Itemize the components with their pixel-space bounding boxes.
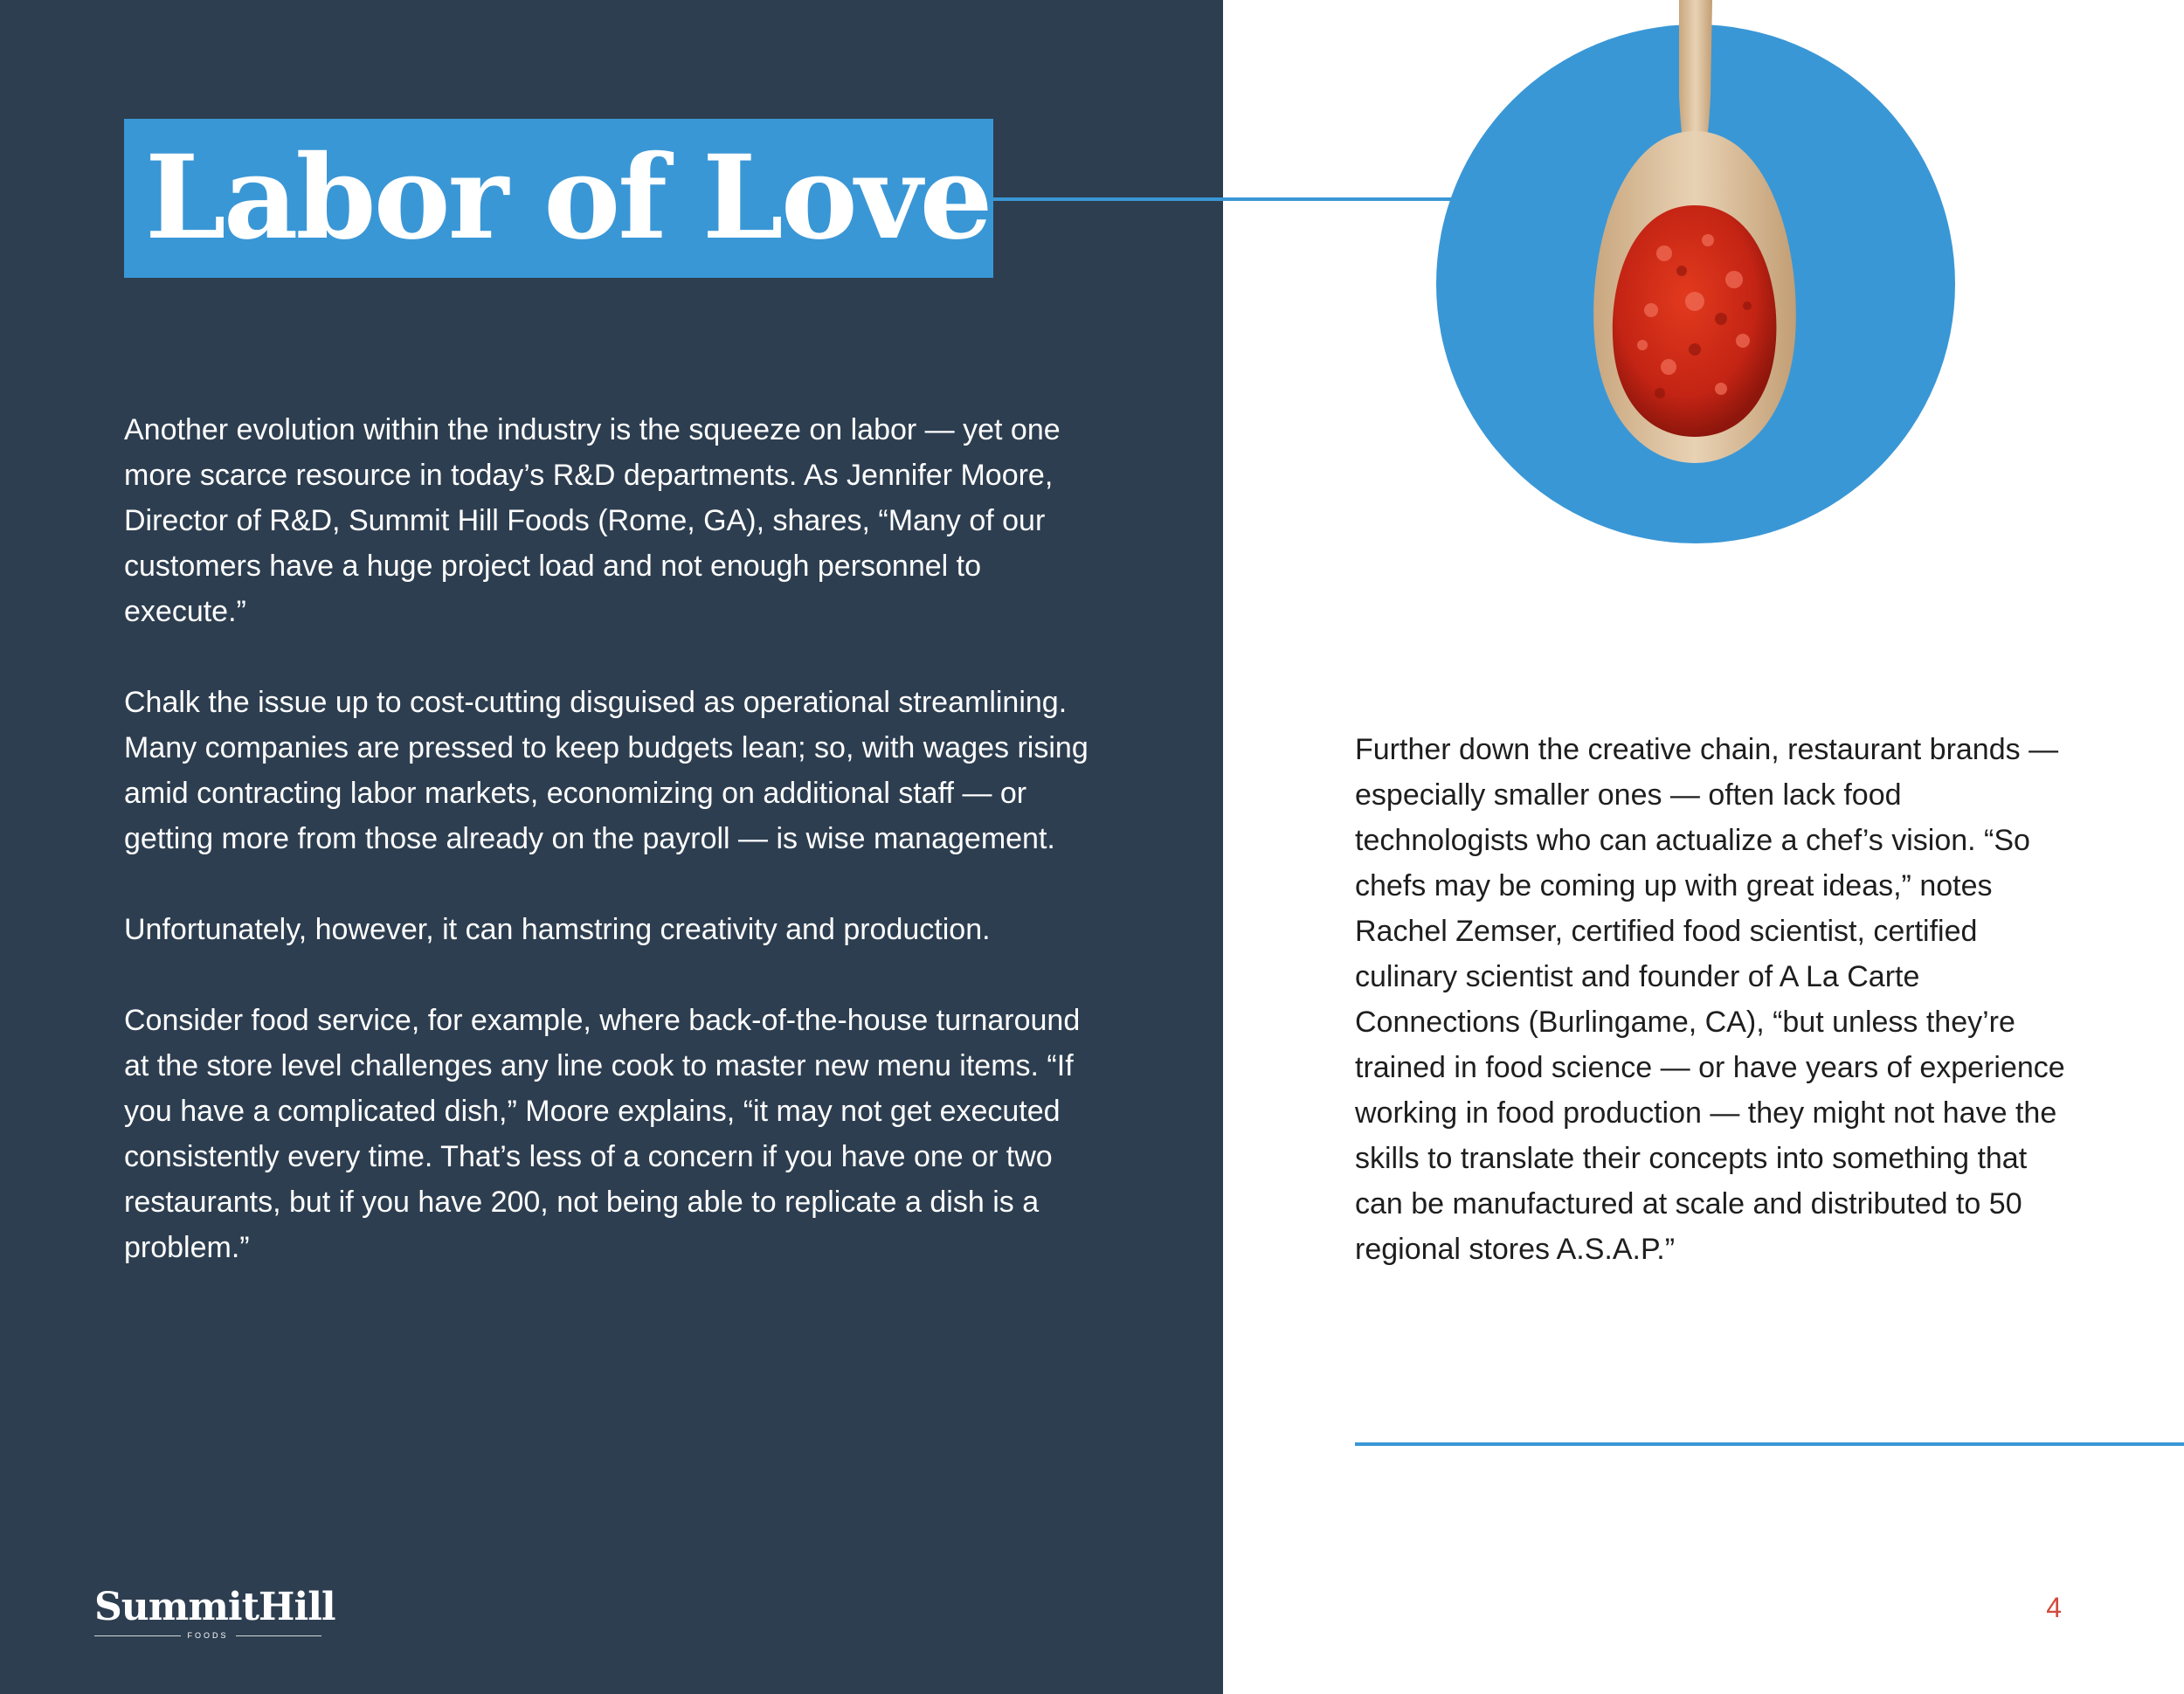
left-paragraph-1: Another evolution within the industry is the squeeze on labor — yet one more scarce resource in today’s R&D departments. As Jennifer Moore, Director of R&D, Summit Hill Foods (Rome, GA), shares, “Many of our customers have a huge project load and not enough personnel to execute.”	[124, 413, 1061, 628]
spoon-handle	[1679, 0, 1712, 153]
logo-subtext: FOODS	[187, 1631, 229, 1640]
logo-wordmark: SummitHill	[94, 1585, 335, 1629]
spoon-sauce-illustration	[1433, 0, 1974, 559]
left-paragraph-4: Consider food service, for example, where back-of-the-house turnaround at the store level challenges any line cook to master new menu items. “If you have a complicated dish,” Moore explains, “it may not get executed consistently every time. That’s less of a concern if you have one or two restaurants, but if you have 200, not being able to replicate a dish is a problem.”	[124, 1004, 1081, 1264]
logo-rule-right	[236, 1635, 322, 1636]
right-paragraph: Further down the creative chain, restaurant brands — especially smaller ones — often lack food technologists who can actualize a chef’s vision. “So chefs may be coming up with great ideas,” notes Rachel Zemser, certified food scientist, certified culinary scientist and founder of A La Carte Connections (Burlingame, CA), “but unless they’re trained in food science — or have years of experience working in food production — they might not have the skills to translate their concepts into something that can be manufactured at scale and distributed to 50 regional stores A.S.A.P.”	[1355, 733, 2065, 1266]
title-banner	[124, 119, 993, 278]
title-connector-line	[993, 197, 1468, 201]
logo-rule-left	[94, 1635, 181, 1636]
page-title: Labor of Love	[145, 130, 991, 266]
left-paragraph-2: Chalk the issue up to cost-cutting disguised as operational streamlining. Many companies are pressed to keep budgets lean; so, with wages rising amid contracting labor markets, economizing on additional staff — or getting more from those already on the payroll — is wise management.	[124, 686, 1089, 855]
left-paragraph-3: Unfortunately, however, it can hamstring creativity and production.	[124, 913, 991, 946]
red-sauce	[1613, 205, 1777, 437]
bottom-divider	[1355, 1442, 2184, 1446]
left-body-text	[124, 407, 1094, 1316]
right-body-text	[1355, 727, 2080, 1272]
logo-subline	[94, 1632, 321, 1640]
page-number: 4	[2046, 1592, 2062, 1623]
summit-hill-logo	[94, 1585, 335, 1640]
